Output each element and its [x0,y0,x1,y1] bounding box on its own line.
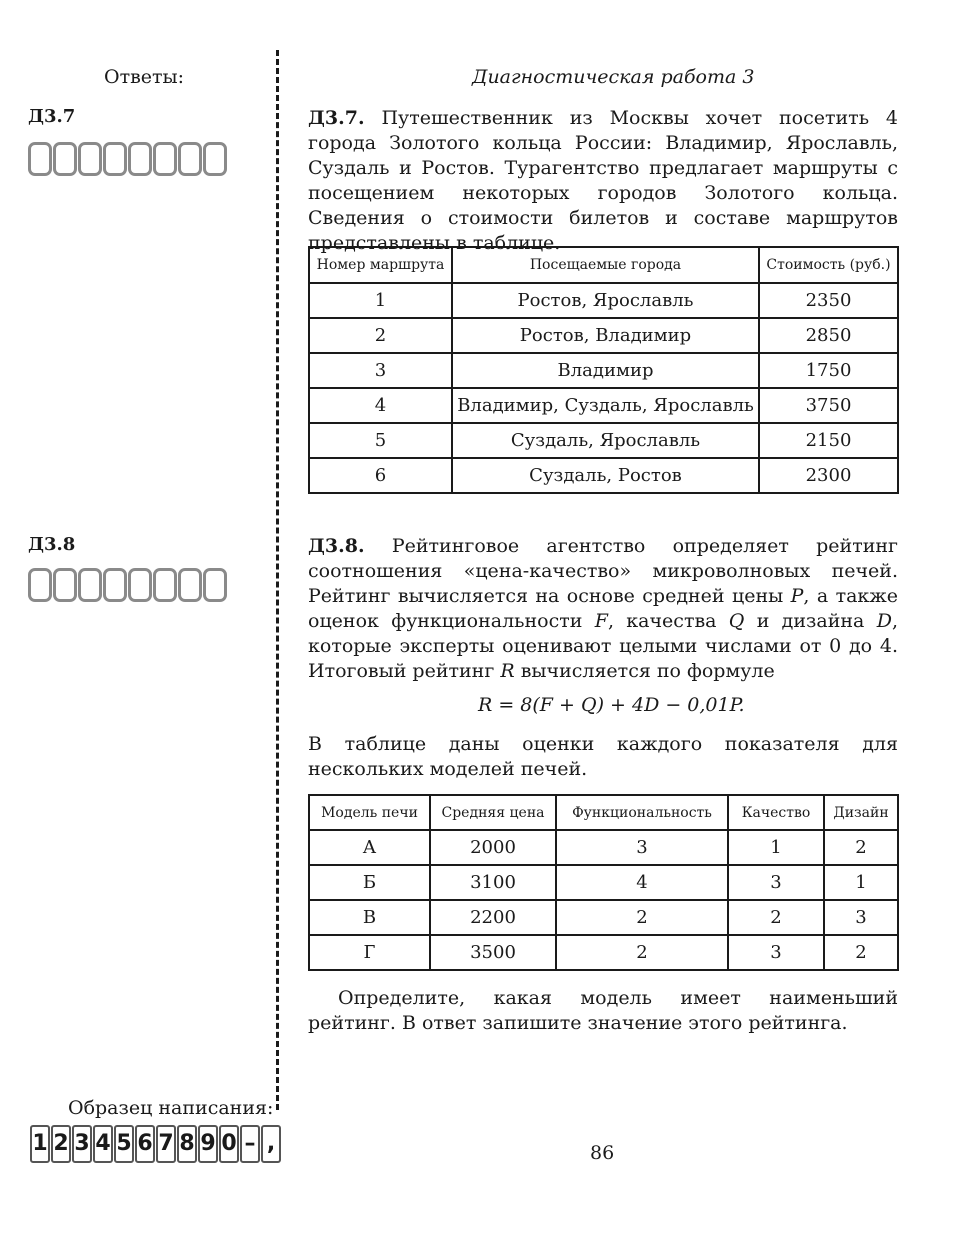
column-header: Функциональность [556,795,728,830]
sample-char: – [240,1125,260,1163]
task-text-d38 [308,534,898,684]
table-cell: 3100 [430,865,556,900]
answer-cell[interactable] [128,142,152,176]
table-row [309,388,898,423]
table-cell: 1 [728,830,824,865]
table-cell: 4 [309,388,452,423]
table-row [309,423,898,458]
table-cell: 2 [824,830,898,865]
table-cell: Ростов, Ярославль [452,283,759,318]
table-cell: 2850 [759,318,898,353]
sample-char: 9 [198,1125,218,1163]
column-header: Дизайн [824,795,898,830]
table-row [309,283,898,318]
text-segment: , качества [607,610,729,632]
table-cell: 2 [556,935,728,970]
column-header: Стоимость (руб.) [759,247,898,283]
task-label-d38: Д3.8 [28,534,76,555]
table-cell: 1750 [759,353,898,388]
table-cell: 2300 [759,458,898,493]
text-segment: и дизайна [744,610,877,632]
formula-text: R = 8(F + Q) + 4D − 0,01P. [478,694,745,716]
table-cell: 3750 [759,388,898,423]
rating-formula [478,694,745,716]
page-number: 86 [590,1142,615,1164]
task-number: Д3.8. [308,535,365,557]
table-cell: 2 [728,900,824,935]
table-cell: Владимир [452,353,759,388]
table-cell: 1 [824,865,898,900]
table-cell: 3 [728,935,824,970]
column-header: Посещаемые города [452,247,759,283]
sample-char: 8 [177,1125,197,1163]
answer-cell[interactable] [153,142,177,176]
sample-char: 4 [93,1125,113,1163]
table-row [309,353,898,388]
task-statement: Путешественник из Москвы хочет посетить 4 города Золотого кольца России: Владимир, Ярославль, Суздаль и Ростов. Турагентство предлагает маршруты с посещением некоторых городов Золотого кольца. Сведения о стоимости билетов и составе маршрутов представлены в таблице. [308,107,898,254]
sample-char: 3 [72,1125,92,1163]
table-row [309,458,898,493]
task-text-d37 [308,106,898,256]
routes-table [308,246,899,494]
answer-boxes-d38[interactable] [28,568,228,602]
sample-char: 2 [51,1125,71,1163]
column-header: Средняя цена [430,795,556,830]
answer-cell[interactable] [178,568,202,602]
answer-cell[interactable] [178,142,202,176]
math-variable: F [594,610,608,632]
answer-cell[interactable] [203,568,227,602]
dashed-divider [276,50,279,1110]
math-variable: Q [728,610,745,632]
table-cell: 3 [556,830,728,865]
table-row [309,318,898,353]
table-cell: 2000 [430,830,556,865]
table-intro: В таблице даны оценки каждого показателя для нескольких моделей печей. [308,733,898,780]
text-segment: , а также оценок функциональности [308,585,898,632]
table-cell: Владимир, Суздаль, Ярославль [452,388,759,423]
table-row [309,935,898,970]
table-cell: Б [309,865,430,900]
column-header: Качество [728,795,824,830]
table-row [309,900,898,935]
answers-label: Ответы: [104,66,185,88]
table-cell: 3 [824,900,898,935]
table-row [309,830,898,865]
table-cell: А [309,830,430,865]
answer-cell[interactable] [203,142,227,176]
ovens-table [308,794,899,971]
table-cell: 2 [556,900,728,935]
answer-cell[interactable] [53,568,77,602]
answer-cell[interactable] [103,142,127,176]
column-header: Номер маршрута [309,247,452,283]
table-cell: 2 [309,318,452,353]
sample-char: 0 [219,1125,239,1163]
math-variable: R [500,660,515,682]
text-segment: Рейтинговое агентство определяет рейтинг соотношения «цена-качество» микроволновых печей. Рейтинг вычисляется на основе средней цены [308,535,898,607]
answer-cell[interactable] [53,142,77,176]
sample-char: 5 [114,1125,134,1163]
answer-cell[interactable] [28,568,52,602]
sample-label: Образец написания: [68,1097,274,1119]
math-variable: D [876,610,892,632]
sample-char: , [261,1125,281,1163]
answer-cell[interactable] [153,568,177,602]
table-cell: 5 [309,423,452,458]
table-cell: Суздаль, Ростов [452,458,759,493]
column-header: Модель печи [309,795,430,830]
table-cell: 4 [556,865,728,900]
table-cell: Г [309,935,430,970]
table-cell: 3500 [430,935,556,970]
table-cell: 1 [309,283,452,318]
table-row [309,865,898,900]
answer-cell[interactable] [78,568,102,602]
table-cell: 3 [309,353,452,388]
table-cell: Ростов, Владимир [452,318,759,353]
table-cell: Суздаль, Ярославль [452,423,759,458]
answer-cell[interactable] [103,568,127,602]
task-question: Определите, какая модель имеет наименьший рейтинг. В ответ запишите значение этого рейтинга. [308,987,898,1034]
math-variable: P [790,585,804,607]
answer-cell[interactable] [28,142,52,176]
table-cell: 3 [728,865,824,900]
text-segment: , которые эксперты оценивают целыми числами от 0 до 4. Итоговый рейтинг [308,610,898,682]
sample-char: 7 [156,1125,176,1163]
table-cell: 2 [824,935,898,970]
task-label-d37: Д3.7 [28,106,76,127]
table-cell: 2200 [430,900,556,935]
answer-cell[interactable] [78,142,102,176]
table-cell: В [309,900,430,935]
answer-boxes-d37[interactable] [28,142,228,176]
table-cell: 2350 [759,283,898,318]
answer-cell[interactable] [128,568,152,602]
task-number: Д3.7. [308,107,365,129]
page-title: Диагностическая работа 3 [472,66,755,88]
text-segment: вычисляется по формуле [514,660,775,682]
table-cell: 6 [309,458,452,493]
sample-char: 6 [135,1125,155,1163]
table-cell: 2150 [759,423,898,458]
sample-char: 1 [30,1125,50,1163]
sample-digits [30,1125,282,1163]
